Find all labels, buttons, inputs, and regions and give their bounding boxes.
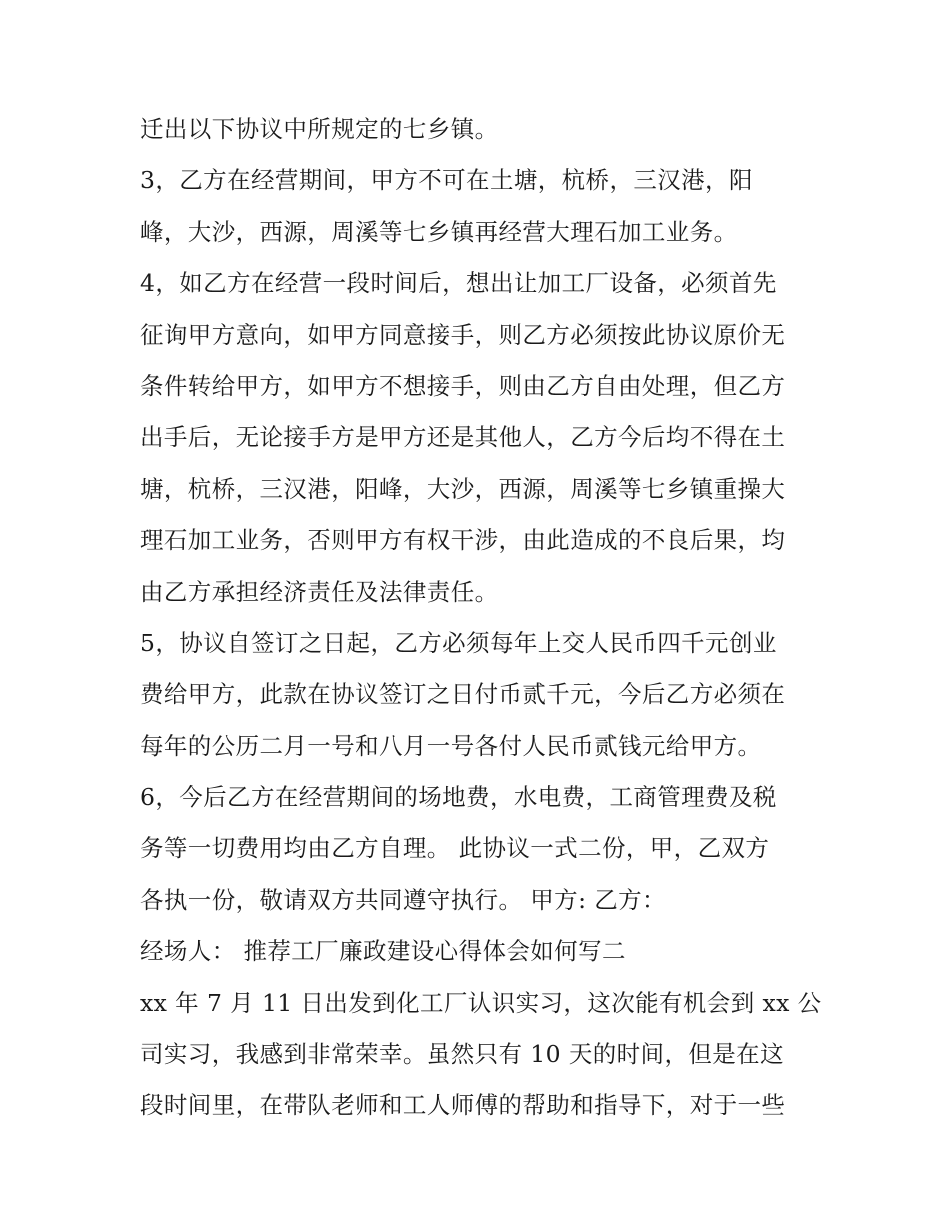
text-line: 3，乙方在经营期间，甲方不可在土塘，杭桥，三汉港，阳 bbox=[140, 166, 753, 195]
text-line: 征询甲方意向，如甲方同意接手，则乙方必须按此协议原价无 bbox=[140, 320, 786, 349]
text-line: 迁出以下协议中所规定的七乡镇。 bbox=[140, 115, 499, 143]
text-line: 每年的公历二月一号和八月一号各付人民币贰钱元给甲方。 bbox=[140, 731, 762, 760]
text-line: 峰，大沙，西源，周溪等七乡镇再经营大理石加工业务。 bbox=[140, 217, 738, 246]
text-line: 条件转给甲方，如甲方不想接手，则由乙方自由处理，但乙方 bbox=[140, 371, 786, 400]
document-body bbox=[140, 104, 820, 1132]
text-line: 4，如乙方在经营一段时间后，想出让加工厂设备，必须首先 bbox=[140, 269, 777, 298]
text-line: xx 年 7 月 11 日出发到化工厂认识实习，这次能有机会到 xx 公 bbox=[140, 988, 822, 1017]
text-line: 段时间里，在带队老师和工人师傅的帮助和指导下，对于一些 bbox=[140, 1091, 786, 1120]
text-line: 务等一切费用均由乙方自理。 此协议一式二份，甲，乙双方 bbox=[140, 834, 770, 863]
text-line: 6，今后乙方在经营期间的场地费，水电费，工商管理费及税 bbox=[140, 783, 777, 812]
text-line: 塘，杭桥，三汉港，阳峰，大沙，西源，周溪等七乡镇重操大 bbox=[140, 474, 786, 503]
text-line: 司实习，我感到非常荣幸。虽然只有 10 天的时间，但是在这 bbox=[140, 1040, 784, 1069]
text-line: 由乙方承担经济责任及法律责任。 bbox=[140, 577, 499, 606]
text-line: 出手后，无论接手方是甲方还是其他人，乙方今后均不得在土 bbox=[140, 423, 786, 452]
text-line: 理石加工业务，否则甲方有权干涉，由此造成的不良后果，均 bbox=[140, 526, 786, 555]
text-line: 5，协议自签订之日起，乙方必须每年上交人民币四千元创业 bbox=[140, 628, 777, 657]
text-line: 各执一份，敬请双方共同遵守执行。 甲方: 乙方： bbox=[140, 885, 666, 914]
text-line: 费给甲方，此款在协议签订之日付币贰千元，今后乙方必须在 bbox=[140, 680, 786, 709]
text-line: 经场人： 推荐工厂廉政建设心得体会如何写二 bbox=[140, 937, 626, 966]
